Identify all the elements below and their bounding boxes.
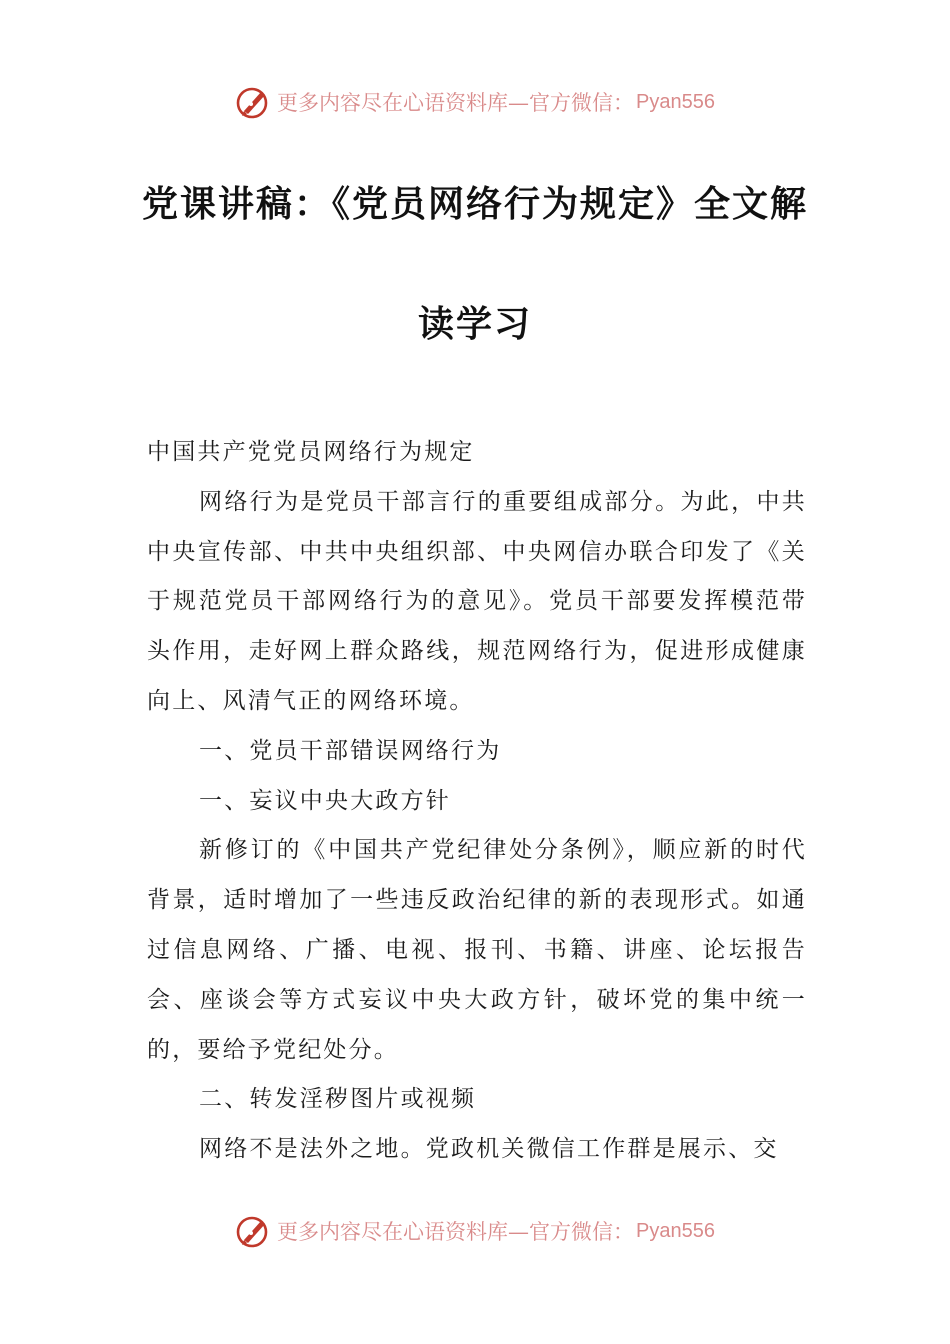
document-title-line-1: 党课讲稿：《党员网络行为规定》全文解 <box>141 184 808 225</box>
section-heading: 一、党员干部错误网络行为 <box>199 737 502 764</box>
document-body <box>147 428 807 1175</box>
watermark-text: 更多内容尽在心语资料库—官方微信： <box>277 91 635 115</box>
paragraph: 网络行为是党员干部言行的重要组成部分。为此，中共中央宣传部、中共中央组织部、中央网信办联合印发了《关于规范党员干部网络行为的意见》。党员干部要发挥模范带头作用，走好网上群众路线，规范网络行为，促进形成健康向上、风清气正的网络环境。 <box>147 488 807 714</box>
watermark-text: 更多内容尽在心语资料库—官方微信： <box>277 1220 635 1244</box>
pen-logo-icon <box>235 1213 271 1249</box>
pen-logo-icon <box>235 84 271 120</box>
watermark-header <box>0 82 950 122</box>
section-heading: 一、妄议中央大政方针 <box>199 787 451 814</box>
section-heading: 二、转发淫秽图片或视频 <box>199 1086 477 1113</box>
paragraph: 新修订的《中国共产党纪律处分条例》，顺应新的时代背景，适时增加了一些违反政治纪律的新的表现形式。如通过信息网络、广播、电视、报刊、书籍、讲座、论坛报告会、座谈会等方式妄议中央大政方针，破坏党的集中统一的，要给予党纪处分。 <box>147 837 807 1063</box>
document-title-line-2: 读学习 <box>417 304 532 345</box>
watermark-wechat-id: Pyan556 <box>636 90 715 113</box>
section-heading: 中国共产党党员网络行为规定 <box>147 439 475 465</box>
paragraph: 网络不是法外之地。党政机关微信工作群是展示、交 <box>199 1136 779 1163</box>
watermark-footer <box>0 1211 950 1251</box>
watermark-wechat-id: Pyan556 <box>636 1219 715 1242</box>
